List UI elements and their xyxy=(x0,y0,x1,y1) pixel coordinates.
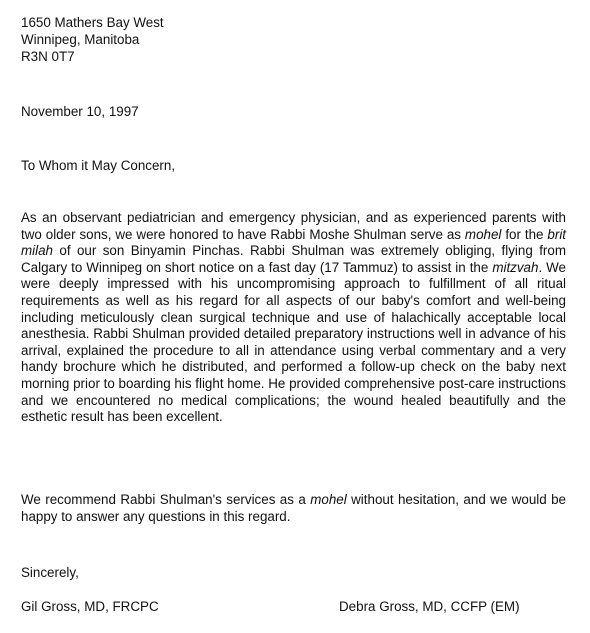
term-brit-milah: brit milah xyxy=(21,226,567,259)
letter-date: November 10, 1997 xyxy=(21,104,139,119)
term-mohel-2: mohel xyxy=(310,492,347,507)
address-city: Winnipeg, Manitoba xyxy=(21,32,140,47)
paragraph-1-text-d: . We were deeply impressed with his uncompromising approach to fulfillment of all ritual requirements as well as his regard for all aspects of our baby's comfort and well-being including meticulously clean surgical technique and use of halachically acceptable local anesthesia. Rabbi Shulman provided detailed preparatory instructions well in advance of his arrival, explained the procedure to all in attendance using verbal commentary and a very handy brochure which he distributed, and performed a follow-up check on the baby next morning prior to boarding his flight home. He provided comprehensive post-care instructions and we encountered no medical complications; the wound healed beautifully and the esthetic result has been excellent. xyxy=(21,259,566,425)
body-paragraph-2 xyxy=(21,491,566,525)
paragraph-1-text-a: As an observant pediatrician and emergency physician, and as experienced parents with two older sons, we were honored to have Rabbi Moshe Shulman serve as xyxy=(21,210,566,242)
paragraph-1-text-c: of our son Binyamin Pinchas. Rabbi Shulman was extremely obliging, flying from Calgary to Winnipeg on short notice on a fast day (17 Tammuz) to assist in the xyxy=(21,243,566,275)
paragraph-2-text-b: without hesitation, and we would be happy to answer any questions in this regard. xyxy=(21,492,567,524)
paragraph-1-text-b: for the xyxy=(501,226,548,242)
paragraph-2-text-a: We recommend Rabbi Shulman's services as a xyxy=(21,492,311,507)
signatory-right: Debra Gross, MD, CCFP (EM) xyxy=(339,599,520,614)
body-paragraph-1 xyxy=(21,210,566,426)
term-mitzvah: mitzvah xyxy=(492,259,539,275)
address-postal: R3N 0T7 xyxy=(21,49,75,64)
address-street: 1650 Mathers Bay West xyxy=(21,15,164,30)
signatory-left: Gil Gross, MD, FRCPC xyxy=(21,599,159,614)
closing: Sincerely, xyxy=(21,565,79,580)
salutation: To Whom it May Concern, xyxy=(21,158,176,173)
term-mohel: mohel xyxy=(464,226,502,242)
